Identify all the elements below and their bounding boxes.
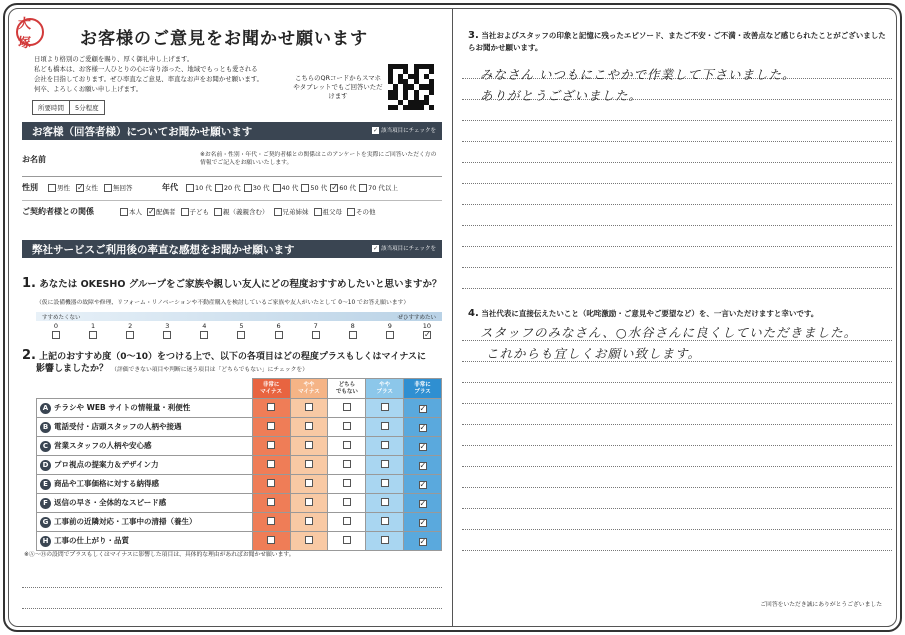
gender-option-label: 無回答: [113, 184, 133, 192]
relation-checkbox[interactable]: [314, 208, 322, 216]
rating-checkbox[interactable]: [267, 536, 275, 544]
writing-line[interactable]: [462, 163, 892, 184]
relation-option-label: 親（義親含む）: [223, 208, 269, 216]
writing-line[interactable]: [462, 142, 892, 163]
recommend-scale-bar: [36, 312, 442, 321]
qr-code[interactable]: [388, 64, 434, 110]
relation-checkbox[interactable]: ✓: [148, 206, 155, 216]
rating-checkbox[interactable]: ✓: [419, 498, 427, 508]
rating-checkbox[interactable]: [305, 403, 313, 411]
age-checkbox[interactable]: [273, 184, 281, 192]
relation-option-label: 祖父母: [322, 208, 342, 216]
scale-left-label: すすめたくない: [42, 315, 81, 321]
item-label: 工事の仕上がり・品質: [54, 536, 129, 546]
question-3-answer-line1: みなさん いつもにこやかで作業して下さいました。: [480, 67, 796, 82]
scale-number: 8: [350, 322, 355, 330]
age-checkbox[interactable]: [244, 184, 252, 192]
name-note: ※お名前・性別・年代・ご契約者様との関係はこのアンケートを実際にご回答いただく方の情報でご記入をお願いいたします。: [200, 152, 437, 166]
relation-option[interactable]: [274, 207, 309, 216]
check-icon: ✓: [373, 244, 379, 252]
item-label-cell: [37, 532, 253, 551]
rating-cell[interactable]: [404, 513, 442, 532]
relation-option-label: その他: [356, 208, 376, 216]
table-row: [37, 513, 442, 532]
rating-cell[interactable]: [366, 532, 404, 551]
scale-option[interactable]: [199, 322, 209, 341]
rating-checkbox[interactable]: ✓: [419, 536, 427, 546]
rating-cell[interactable]: [404, 532, 442, 551]
rating-checkbox[interactable]: [381, 460, 389, 468]
gender-option[interactable]: [104, 183, 133, 192]
gender-option[interactable]: [48, 183, 70, 192]
gender-option-label: 男性: [57, 184, 70, 192]
check-note-text: 該当項目にチェックを: [381, 246, 436, 252]
item-label: チラシや WEB サイトの情報量・利便性: [54, 403, 191, 413]
item-label: 商品や工事価格に対する納得感: [54, 479, 159, 489]
rating-checkbox[interactable]: [381, 403, 389, 411]
qr-caption: こちらのQRコードからスマホやタブレットでもご回答いただけます: [293, 74, 383, 100]
rating-checkbox[interactable]: ✓: [419, 403, 427, 413]
item-badge: E: [40, 479, 51, 490]
relation-option-label: 本人: [129, 208, 142, 216]
rating-checkbox[interactable]: [343, 498, 351, 506]
question-2-number: 2.: [22, 348, 36, 363]
question-3: [468, 30, 888, 54]
rating-checkbox[interactable]: [267, 403, 275, 411]
thank-you-note: ご回答をいただき誠にありがとうございました: [760, 602, 882, 608]
rating-checkbox[interactable]: [305, 498, 313, 506]
section-title: お客様（回答者様）についてお聞かせ願います: [32, 126, 253, 138]
rating-checkbox[interactable]: ✓: [419, 422, 427, 432]
relation-option[interactable]: [214, 207, 269, 216]
question-4-text: 当社代表に直接伝えたいこと（叱咤激励・ご意見やご要望など）を、一言いただけますと幸いです。: [481, 309, 819, 318]
scale-option[interactable]: [422, 322, 432, 341]
gender-label: 性別: [22, 183, 38, 192]
question-2-line1: 上記のおすすめ度（0〜10）をつける上で、以下の各項目はどの程度プラスもしくはマイナスに: [39, 352, 427, 362]
rating-cell[interactable]: [328, 494, 366, 513]
age-option[interactable]: [330, 183, 356, 192]
rating-cell[interactable]: [404, 418, 442, 437]
age-option-label: 60 代: [339, 184, 357, 192]
question-3-answer-line2: ありがとうございました。: [480, 88, 643, 103]
table-row: [37, 475, 442, 494]
item-badge: D: [40, 460, 51, 471]
age-checkbox[interactable]: [301, 184, 309, 192]
scale-number: 4: [202, 322, 207, 330]
item-label-cell: [37, 475, 253, 494]
rating-checkbox[interactable]: [267, 460, 275, 468]
check-note-text: 該当項目にチェックを: [381, 128, 436, 134]
gender-options: [48, 183, 133, 192]
bottom-note: ※Ⓐ〜Ⓗの設問でプラスもしくはマイナスに影響した項目は、具体的な理由があればお聞かせ願います。: [24, 552, 295, 558]
relation-checkbox[interactable]: [120, 208, 128, 216]
rating-checkbox[interactable]: [343, 460, 351, 468]
intro-text: [34, 54, 304, 94]
col-neutral: どちら でもない: [328, 379, 366, 399]
reason-lines[interactable]: [22, 567, 442, 609]
relation-option[interactable]: [347, 207, 376, 216]
rating-cell[interactable]: [290, 418, 328, 437]
intro-line: 何卒、よろしくお願い申し上げます。: [34, 85, 143, 93]
rating-cell[interactable]: [328, 399, 366, 418]
rating-checkbox[interactable]: [305, 422, 313, 430]
writing-line[interactable]: [462, 383, 892, 404]
writing-line[interactable]: [462, 184, 892, 205]
writing-line[interactable]: [462, 268, 892, 289]
rating-cell[interactable]: [290, 399, 328, 418]
writing-line[interactable]: [462, 121, 892, 142]
writing-line[interactable]: [462, 530, 892, 551]
item-label-cell: [37, 494, 253, 513]
check-icon: ✓: [373, 126, 379, 134]
question-2: [22, 350, 446, 376]
scale-checkbox[interactable]: ✓: [423, 330, 431, 339]
check-note: [372, 244, 436, 252]
item-label: 工事前の近隣対応・工事中の清掃（養生）: [54, 517, 197, 527]
table-header-blank: [37, 379, 253, 399]
writing-line[interactable]: [462, 362, 892, 383]
relation-checkbox[interactable]: [181, 208, 189, 216]
recommend-scale: [36, 322, 442, 341]
rating-cell[interactable]: [366, 494, 404, 513]
rating-checkbox[interactable]: [267, 479, 275, 487]
question-1-text: あなたは OKESHO グループをご家族や親しい友人にどの程度おすすめしたいと思いますか？: [39, 279, 442, 290]
relation-checkbox[interactable]: [274, 208, 282, 216]
item-badge: C: [40, 441, 51, 452]
scale-checkbox[interactable]: [237, 331, 245, 339]
rating-checkbox[interactable]: [305, 517, 313, 525]
age-option-label: 20 代: [223, 184, 241, 192]
rating-cell[interactable]: [252, 437, 290, 456]
scale-number: 10: [422, 322, 432, 330]
question-3-text: 当社およびスタッフの印象と記憶に残ったエピソード、またご不安・ご不満・改善点など感じられたことがございましたらお聞かせ願います。: [468, 31, 886, 52]
rating-checkbox[interactable]: ✓: [419, 441, 427, 451]
rating-cell[interactable]: [290, 437, 328, 456]
rating-checkbox[interactable]: [343, 536, 351, 544]
scale-option[interactable]: [348, 322, 358, 341]
page-title: お客様のご意見をお聞かせ願います: [80, 29, 368, 49]
rating-cell[interactable]: [252, 418, 290, 437]
gender-option[interactable]: [76, 183, 98, 192]
scale-option[interactable]: [311, 322, 321, 341]
rating-cell[interactable]: [366, 418, 404, 437]
page-divider: [452, 8, 453, 627]
rating-checkbox[interactable]: ✓: [419, 460, 427, 470]
rating-cell[interactable]: [290, 475, 328, 494]
question-4-answer-line1: スタッフのみなさん、○水谷さんに良くしていただきました。: [480, 325, 858, 340]
rating-checkbox[interactable]: [267, 441, 275, 449]
writing-line[interactable]: [462, 226, 892, 247]
divider: [22, 200, 442, 201]
age-option-label: 40 代: [281, 184, 299, 192]
rating-cell[interactable]: [328, 456, 366, 475]
rating-cell[interactable]: [366, 456, 404, 475]
rating-cell[interactable]: [366, 399, 404, 418]
intro-line: 会社を目指しております。ぜひ率直なご意見、率直なお声をお聞かせ願います。: [34, 75, 264, 83]
rating-cell[interactable]: [328, 532, 366, 551]
scale-number: 9: [387, 322, 392, 330]
writing-line[interactable]: [462, 509, 892, 530]
rating-cell[interactable]: [290, 532, 328, 551]
rating-cell[interactable]: [290, 513, 328, 532]
scale-number: 0: [53, 322, 59, 330]
scale-option[interactable]: [51, 322, 61, 341]
rating-checkbox[interactable]: [381, 498, 389, 506]
relation-option[interactable]: [120, 207, 142, 216]
question-4-number: 4.: [468, 308, 479, 319]
item-label-cell: [37, 399, 253, 418]
scale-number: 6: [276, 322, 281, 330]
scale-number: 2: [128, 322, 133, 330]
intro-line: 日頃より格別のご愛顧を賜り、厚く御礼申し上げます。: [34, 55, 194, 63]
rating-cell[interactable]: [328, 513, 366, 532]
item-badge: H: [40, 536, 51, 547]
scale-checkbox[interactable]: [89, 331, 97, 339]
relation-option-label: 子ども: [189, 208, 209, 216]
rating-cell[interactable]: [404, 456, 442, 475]
rating-checkbox[interactable]: [381, 479, 389, 487]
age-options: [186, 183, 398, 192]
rating-cell[interactable]: [404, 399, 442, 418]
relation-option-label: 配偶者: [156, 208, 176, 216]
table-row: [37, 437, 442, 456]
age-option[interactable]: [359, 183, 398, 192]
rating-checkbox[interactable]: [343, 517, 351, 525]
relation-option-label: 兄弟姉妹: [282, 208, 309, 216]
question-1: [22, 278, 446, 291]
scale-number: 7: [313, 322, 318, 330]
writing-line[interactable]: [462, 488, 892, 509]
qr-module: [429, 105, 434, 110]
right-page: [462, 14, 892, 626]
gender-option-label: 女性: [85, 184, 98, 192]
item-label-cell: [37, 513, 253, 532]
table-header-row: [37, 379, 442, 399]
table-row: [37, 532, 442, 551]
scale-right-label: ぜひすすめたい: [397, 315, 436, 321]
age-option[interactable]: [215, 183, 241, 192]
age-checkbox[interactable]: [215, 184, 223, 192]
rating-checkbox[interactable]: [381, 441, 389, 449]
relation-options: [120, 207, 376, 216]
age-checkbox[interactable]: [359, 184, 367, 192]
scale-checkbox[interactable]: [200, 331, 208, 339]
item-label: 電話受付・店頭スタッフの人柄や接遇: [54, 422, 182, 432]
rating-checkbox[interactable]: ✓: [419, 517, 427, 527]
gender-checkbox[interactable]: [48, 184, 56, 192]
rating-checkbox[interactable]: [381, 517, 389, 525]
relation-option[interactable]: [314, 207, 343, 216]
question-3-number: 3.: [468, 30, 479, 41]
writing-line[interactable]: [462, 247, 892, 268]
writing-line[interactable]: [462, 205, 892, 226]
rating-checkbox[interactable]: [305, 441, 313, 449]
left-page: [14, 14, 444, 626]
required-time-box: [32, 100, 105, 115]
rating-cell[interactable]: [366, 475, 404, 494]
table-row: [37, 418, 442, 437]
item-label: 返信の早さ・全体的なスピード感: [54, 498, 167, 508]
item-label-cell: [37, 456, 253, 475]
table-row: [37, 399, 442, 418]
rating-checkbox[interactable]: [381, 536, 389, 544]
relation-checkbox[interactable]: [347, 208, 355, 216]
table-row: [37, 456, 442, 475]
rating-checkbox[interactable]: [381, 422, 389, 430]
relation-checkbox[interactable]: [214, 208, 222, 216]
scale-checkbox[interactable]: [163, 331, 171, 339]
item-label-cell: [37, 418, 253, 437]
age-option[interactable]: [186, 183, 212, 192]
age-checkbox[interactable]: ✓: [331, 182, 338, 192]
age-option[interactable]: [301, 183, 327, 192]
section-bar-respondent: [22, 122, 442, 140]
scale-option[interactable]: [162, 322, 172, 341]
rating-cell[interactable]: [290, 456, 328, 475]
writing-line[interactable]: [22, 567, 442, 588]
rating-cell[interactable]: [328, 418, 366, 437]
rating-cell[interactable]: [252, 513, 290, 532]
section-bar-feedback: [22, 240, 442, 258]
name-line[interactable]: [22, 176, 442, 177]
time-label: 所要時間: [38, 104, 64, 112]
rating-cell[interactable]: [404, 494, 442, 513]
relation-option[interactable]: [147, 207, 176, 216]
scale-checkbox[interactable]: [52, 331, 60, 339]
writing-line[interactable]: [462, 467, 892, 488]
col-slightly-plus: やや プラス: [366, 379, 404, 399]
rating-checkbox[interactable]: [267, 517, 275, 525]
scale-option[interactable]: [236, 322, 246, 341]
scale-option[interactable]: [274, 322, 284, 341]
relation-option[interactable]: [181, 207, 210, 216]
scale-number: 1: [91, 322, 96, 330]
col-very-plus: 非常に プラス: [404, 379, 442, 399]
question-4-answer-line2: これからも宜しくお願い致します。: [486, 346, 702, 361]
item-badge: F: [40, 498, 51, 509]
writing-line[interactable]: [462, 425, 892, 446]
scale-option[interactable]: [125, 322, 135, 341]
question-4: [468, 308, 888, 320]
relation-label: ご契約者様との関係: [22, 207, 94, 216]
rating-checkbox[interactable]: [343, 479, 351, 487]
rating-cell[interactable]: [252, 494, 290, 513]
rating-checkbox[interactable]: [343, 403, 351, 411]
rating-cell[interactable]: [290, 494, 328, 513]
age-option-label: 30 代: [252, 184, 270, 192]
rating-checkbox[interactable]: [267, 422, 275, 430]
item-label-cell: [37, 437, 253, 456]
rating-checkbox[interactable]: [305, 460, 313, 468]
item-label: プロ視点の提案力＆デザイン力: [54, 460, 159, 470]
age-option-label: 50 代: [310, 184, 328, 192]
rating-cell[interactable]: [252, 456, 290, 475]
section-title: 弊社サービスご利用後の率直な感想をお聞かせ願います: [32, 244, 295, 256]
rating-checkbox[interactable]: [343, 441, 351, 449]
check-note: [372, 126, 436, 134]
rating-checkbox[interactable]: [305, 479, 313, 487]
writing-line[interactable]: [462, 404, 892, 425]
rating-cell[interactable]: [404, 475, 442, 494]
age-option-label: 70 代以上: [368, 184, 398, 192]
age-option[interactable]: [244, 183, 270, 192]
age-option-label: 10 代: [195, 184, 212, 192]
col-slightly-minus: やや マイナス: [290, 379, 328, 399]
scale-option[interactable]: [88, 322, 98, 341]
scale-checkbox[interactable]: [386, 331, 394, 339]
gender-checkbox[interactable]: [104, 184, 112, 192]
scale-number: 3: [165, 322, 170, 330]
rating-cell[interactable]: [328, 475, 366, 494]
scale-checkbox[interactable]: [312, 331, 320, 339]
writing-line[interactable]: [22, 588, 442, 609]
rating-checkbox[interactable]: [305, 536, 313, 544]
rating-cell[interactable]: [328, 437, 366, 456]
item-badge: G: [40, 517, 51, 528]
question-1-sub: （仮に設備機器の故障や修理、リフォーム・リノベーションや不動産購入を検討しているご家族や友人がいたとして 0〜10 でお答え願います）: [36, 300, 410, 306]
rating-cell[interactable]: [252, 475, 290, 494]
rating-cell[interactable]: [404, 437, 442, 456]
rating-cell[interactable]: [252, 532, 290, 551]
item-label: 営業スタッフの人柄や安心感: [54, 441, 152, 451]
rating-checkbox[interactable]: [343, 422, 351, 430]
age-option[interactable]: [273, 183, 299, 192]
item-badge: A: [40, 403, 51, 414]
writing-line[interactable]: [462, 446, 892, 467]
gender-checkbox[interactable]: ✓: [77, 182, 84, 192]
scale-checkbox[interactable]: [126, 331, 134, 339]
rating-cell[interactable]: [366, 513, 404, 532]
rating-checkbox[interactable]: ✓: [419, 479, 427, 489]
evaluation-table: [36, 378, 442, 551]
rating-checkbox[interactable]: [267, 498, 275, 506]
scale-option[interactable]: [385, 322, 395, 341]
intro-line: 私ども橋本は、お客様一人ひとりの心に寄り添った、地域でもっとも愛される: [34, 65, 258, 73]
scale-checkbox[interactable]: [275, 331, 283, 339]
company-seal: 大塚: [16, 18, 44, 46]
rating-cell[interactable]: [252, 399, 290, 418]
time-value: 5分程度: [69, 101, 104, 114]
col-very-minus: 非常に マイナス: [252, 379, 290, 399]
question-1-number: 1.: [22, 276, 36, 291]
question-2-line2: 影響しましたか？: [36, 364, 109, 374]
age-checkbox[interactable]: [186, 184, 194, 192]
rating-cell[interactable]: [366, 437, 404, 456]
age-label: 年代: [162, 183, 178, 192]
item-badge: B: [40, 422, 51, 433]
scale-checkbox[interactable]: [349, 331, 357, 339]
table-row: [37, 494, 442, 513]
name-label: お名前: [22, 155, 46, 164]
scale-number: 5: [239, 322, 244, 330]
question-2-sub: （評価できない項目や判断に迷う項目は「どちらでもない」にチェックを）: [111, 367, 309, 373]
